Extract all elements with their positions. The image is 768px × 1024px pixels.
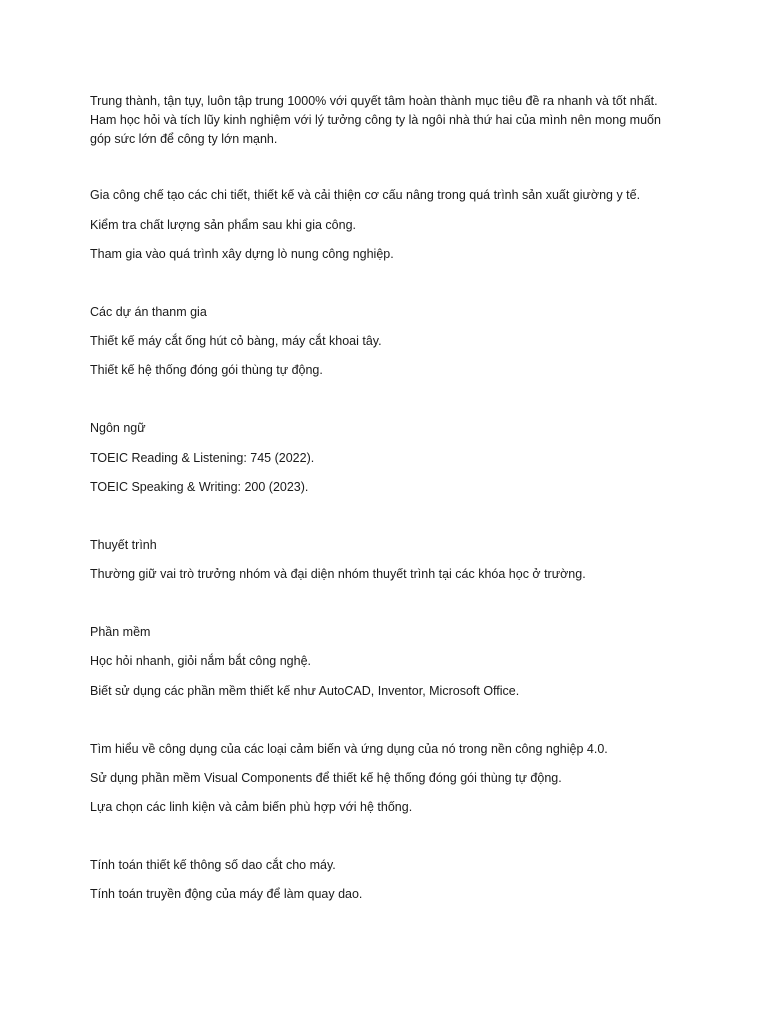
work-item: Kiểm tra chất lượng sản phẩm sau khi gia công. — [90, 218, 357, 232]
language-item: TOEIC Speaking & Writing: 200 (2023). — [90, 480, 309, 494]
language-heading: Ngôn ngữ — [90, 421, 146, 435]
research-item: Lựa chọn các linh kiện và cảm biến phù hợp với hệ thống. — [90, 800, 413, 814]
project-item: Thiết kế hệ thống đóng gói thùng tự động. — [90, 363, 323, 377]
software-item: Học hỏi nhanh, giỏi nắm bắt công nghệ. — [90, 654, 311, 668]
projects-heading: Các dự án thanm gia — [90, 305, 207, 319]
intro-line: góp sức lớn để công ty lớn mạnh. — [90, 132, 278, 146]
research-item: Sử dụng phần mềm Visual Components để thiết kế hệ thống đóng gói thùng tự động. — [90, 771, 562, 785]
calculation-item: Tính toán truyền động của máy để làm quay dao. — [90, 887, 363, 901]
presentation-item: Thường giữ vai trò trưởng nhóm và đại diện nhóm thuyết trình tại các khóa học ở trường. — [90, 567, 586, 581]
language-item: TOEIC Reading & Listening: 745 (2022). — [90, 451, 315, 465]
software-item: Biết sử dụng các phần mềm thiết kế như AutoCAD, Inventor, Microsoft Office. — [90, 684, 520, 698]
presentation-heading: Thuyết trình — [90, 538, 157, 552]
work-item: Tham gia vào quá trình xây dựng lò nung công nghiệp. — [90, 247, 394, 261]
document-page — [90, 0, 690, 1024]
research-item: Tìm hiểu về công dụng của các loại cảm biến và ứng dụng của nó trong nền công nghiệp 4.0. — [90, 742, 608, 756]
project-item: Thiết kế máy cắt ống hút cỏ bàng, máy cắt khoai tây. — [90, 334, 382, 348]
intro-paragraph — [90, 92, 690, 149]
intro-line: Ham học hỏi và tích lũy kinh nghiệm với lý tưởng công ty là ngôi nhà thứ hai của mình nên mong muốn — [90, 113, 661, 127]
intro-line: Trung thành, tận tụy, luôn tập trung 1000% với quyết tâm hoàn thành mục tiêu đề ra nhanh và tốt nhất. — [90, 94, 658, 108]
work-item: Gia công chế tạo các chi tiết, thiết kế và cải thiện cơ cấu nâng trong quá trình sản xuất giường y tế. — [90, 188, 641, 202]
calculation-item: Tính toán thiết kế thông số dao cắt cho máy. — [90, 858, 336, 872]
software-heading: Phần mềm — [90, 625, 151, 639]
